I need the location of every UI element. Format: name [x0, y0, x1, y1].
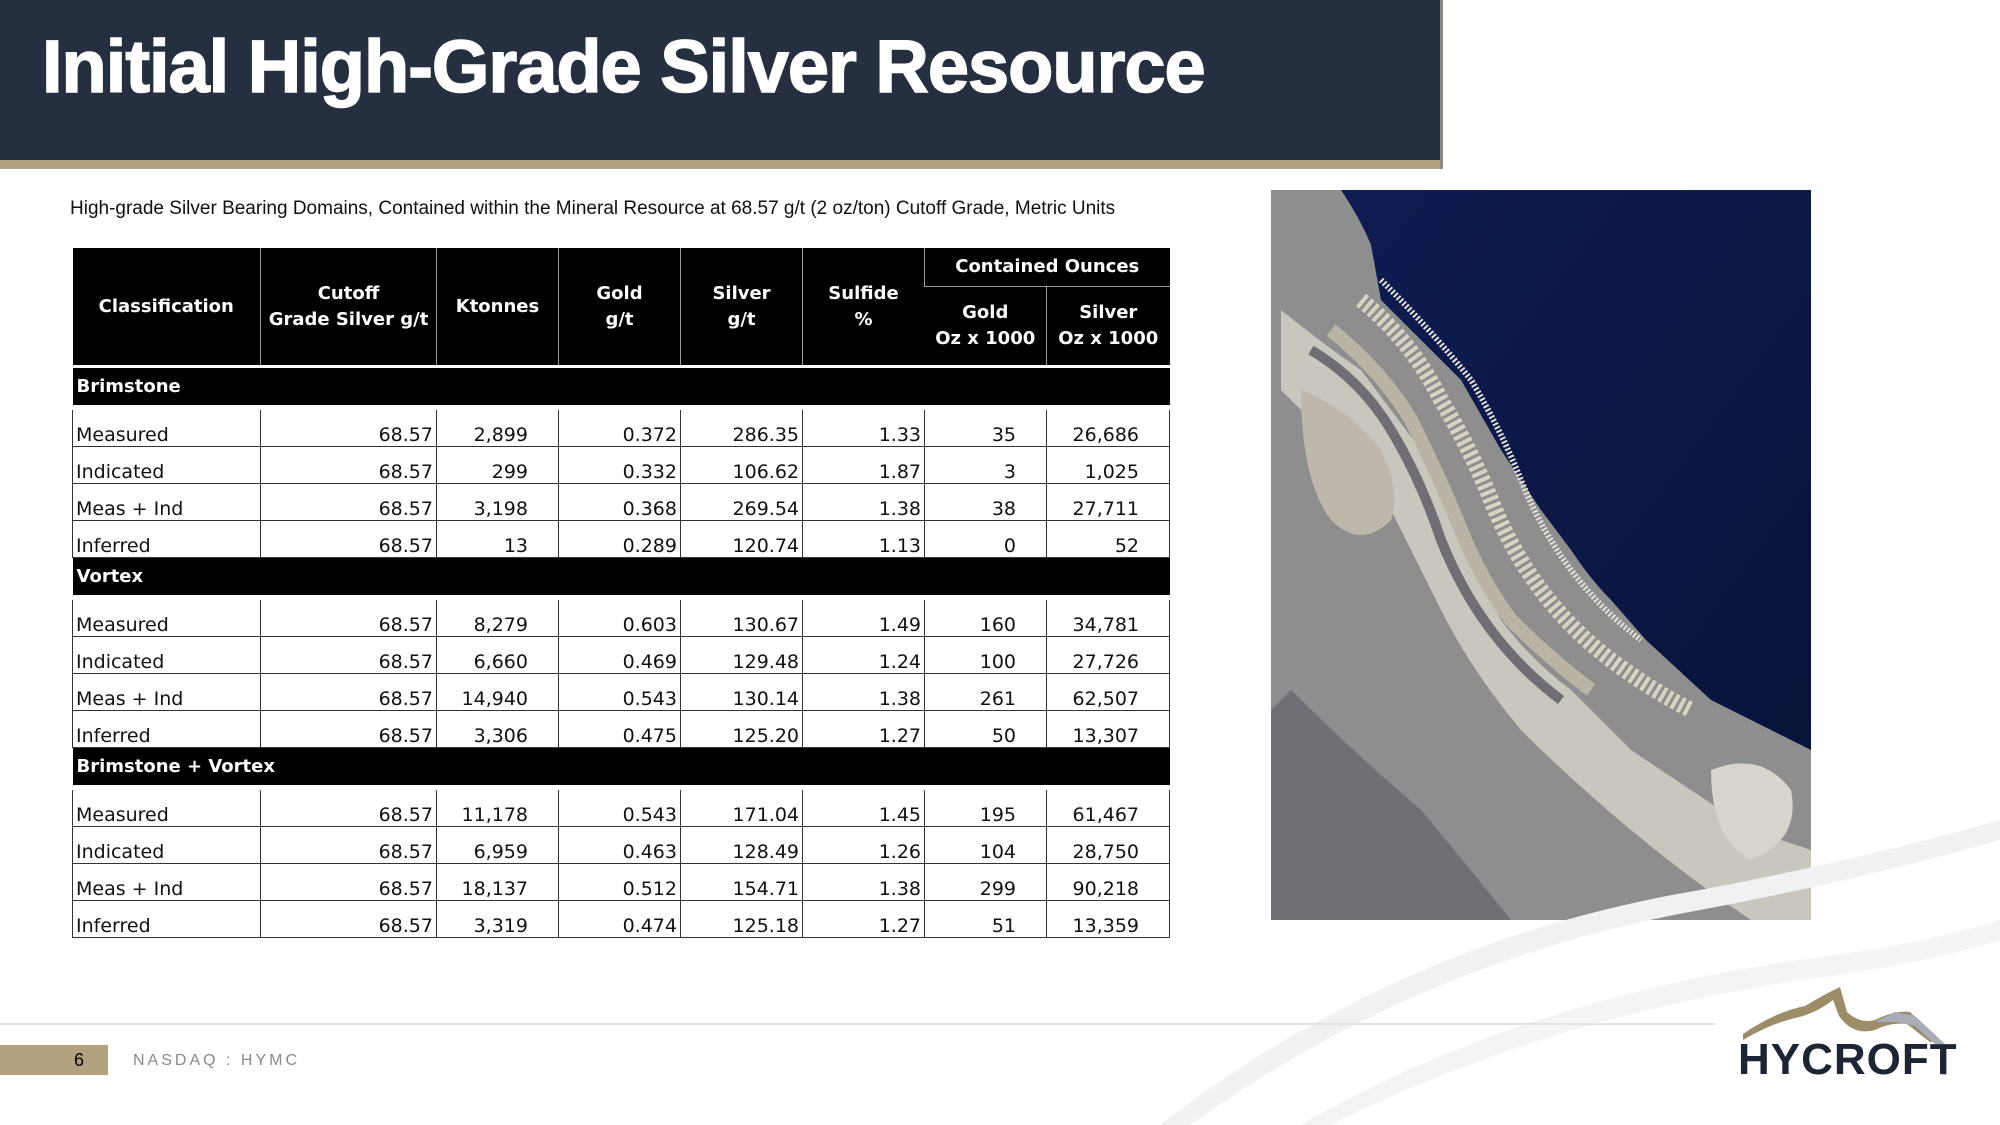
cell-ktonnes: 13 — [437, 521, 559, 558]
cell-sulfide: 1.26 — [803, 827, 925, 864]
cell-silver: 120.74 — [681, 521, 803, 558]
cell-ktonnes: 8,279 — [437, 600, 559, 637]
cell-sulfide: 1.38 — [803, 674, 925, 711]
title-edge — [1440, 0, 1443, 169]
cell-ktonnes: 18,137 — [437, 864, 559, 901]
cell-c-gold: 299 — [925, 864, 1047, 901]
cell-ktonnes: 3,319 — [437, 901, 559, 938]
cell-gold: 0.543 — [559, 790, 681, 827]
title-underline — [0, 160, 1440, 169]
cell-cutoff: 68.57 — [261, 790, 437, 827]
cell-ktonnes: 3,198 — [437, 484, 559, 521]
cell-sulfide: 1.45 — [803, 790, 925, 827]
cell-silver: 125.18 — [681, 901, 803, 938]
header-cutoff — [261, 248, 437, 365]
header-contained-gold-line1: Gold — [962, 302, 1009, 323]
header-contained-silver-line1: Silver — [1079, 302, 1138, 323]
cell-silver: 171.04 — [681, 790, 803, 827]
cell-class: Inferred — [73, 521, 261, 558]
cell-cutoff: 68.57 — [261, 447, 437, 484]
hycroft-logo-text: HYCROFT — [1738, 1035, 1958, 1084]
cell-ktonnes: 6,660 — [437, 637, 559, 674]
header-contained-silver — [1047, 287, 1170, 366]
cell-class: Indicated — [73, 827, 261, 864]
cell-gold: 0.603 — [559, 600, 681, 637]
cell-silver: 125.20 — [681, 711, 803, 748]
cell-class: Meas + Ind — [73, 484, 261, 521]
cell-c-gold: 0 — [925, 521, 1047, 558]
group-header-row — [73, 748, 1170, 786]
table-row — [73, 637, 1170, 674]
header-contained-silver-line2: Oz x 1000 — [1058, 328, 1159, 349]
cell-gold: 0.289 — [559, 521, 681, 558]
cell-c-silver: 52 — [1047, 521, 1170, 558]
header-contained-gold-line2: Oz x 1000 — [935, 328, 1036, 349]
header-sulfide-line1: Sulfide — [828, 282, 899, 304]
table-row — [73, 600, 1170, 637]
cell-ktonnes: 11,178 — [437, 790, 559, 827]
table-caption: High-grade Silver Bearing Domains, Contained within the Mineral Resource at 68.57 g/t (2 oz/ton) Cutoff Grade, Metric Units — [70, 198, 1116, 219]
cell-ktonnes: 2,899 — [437, 410, 559, 447]
cell-sulfide: 1.38 — [803, 864, 925, 901]
cell-class: Measured — [73, 790, 261, 827]
resource-table-body — [73, 368, 1170, 938]
ticker-label: NASDAQ : HYMC — [133, 1052, 301, 1069]
table-row — [73, 447, 1170, 484]
cell-sulfide: 1.27 — [803, 901, 925, 938]
table-row — [73, 410, 1170, 447]
resource-table-container — [72, 248, 1170, 938]
cell-cutoff: 68.57 — [261, 711, 437, 748]
cell-silver: 269.54 — [681, 484, 803, 521]
cell-gold: 0.463 — [559, 827, 681, 864]
header-gold — [559, 248, 681, 365]
cell-silver: 128.49 — [681, 827, 803, 864]
cell-c-silver: 90,218 — [1047, 864, 1170, 901]
cell-sulfide: 1.24 — [803, 637, 925, 674]
cell-gold: 0.368 — [559, 484, 681, 521]
table-row — [73, 484, 1170, 521]
cell-cutoff: 68.57 — [261, 827, 437, 864]
table-row — [73, 521, 1170, 558]
header-ktonnes: Ktonnes — [437, 248, 559, 365]
cell-ktonnes: 3,306 — [437, 711, 559, 748]
group-name: Vortex — [73, 558, 1170, 596]
cell-cutoff: 68.57 — [261, 674, 437, 711]
cell-class: Indicated — [73, 447, 261, 484]
cell-class: Measured — [73, 600, 261, 637]
header-cutoff-line1: Cutoff — [317, 282, 380, 304]
cell-c-gold: 195 — [925, 790, 1047, 827]
cell-c-gold: 261 — [925, 674, 1047, 711]
table-row — [73, 674, 1170, 711]
cell-class: Indicated — [73, 637, 261, 674]
cell-class: Meas + Ind — [73, 864, 261, 901]
cell-gold: 0.543 — [559, 674, 681, 711]
header-contained-ounces: Contained Ounces — [925, 248, 1170, 287]
cell-sulfide: 1.38 — [803, 484, 925, 521]
cell-ktonnes: 6,959 — [437, 827, 559, 864]
cell-c-gold: 100 — [925, 637, 1047, 674]
cell-cutoff: 68.57 — [261, 410, 437, 447]
cell-ktonnes: 14,940 — [437, 674, 559, 711]
cell-c-silver: 13,359 — [1047, 901, 1170, 938]
cell-c-gold: 51 — [925, 901, 1047, 938]
cell-cutoff: 68.57 — [261, 600, 437, 637]
cell-silver: 129.48 — [681, 637, 803, 674]
cell-c-silver: 61,467 — [1047, 790, 1170, 827]
header-silver-line2: g/t — [727, 308, 756, 330]
cell-silver: 130.67 — [681, 600, 803, 637]
header-classification: Classification — [73, 248, 261, 365]
cell-cutoff: 68.57 — [261, 637, 437, 674]
cell-silver: 286.35 — [681, 410, 803, 447]
page-number: 6 — [0, 1045, 108, 1075]
cell-sulfide: 1.49 — [803, 600, 925, 637]
cell-gold: 0.332 — [559, 447, 681, 484]
cell-c-silver: 1,025 — [1047, 447, 1170, 484]
cell-c-silver: 62,507 — [1047, 674, 1170, 711]
cell-class: Inferred — [73, 901, 261, 938]
header-cutoff-line2: Grade Silver g/t — [268, 308, 429, 330]
cell-gold: 0.372 — [559, 410, 681, 447]
table-row — [73, 790, 1170, 827]
slide-title: Initial High-Grade Silver Resource — [42, 25, 1205, 108]
group-header-row — [73, 558, 1170, 596]
cell-gold: 0.512 — [559, 864, 681, 901]
cell-cutoff: 68.57 — [261, 521, 437, 558]
cell-c-silver: 27,726 — [1047, 637, 1170, 674]
cell-c-gold: 3 — [925, 447, 1047, 484]
cell-c-silver: 28,750 — [1047, 827, 1170, 864]
cell-ktonnes: 299 — [437, 447, 559, 484]
cell-c-gold: 104 — [925, 827, 1047, 864]
cell-c-silver: 34,781 — [1047, 600, 1170, 637]
table-row — [73, 864, 1170, 901]
header-gold-line1: Gold — [596, 282, 643, 304]
header-silver — [681, 248, 803, 365]
cell-c-gold: 160 — [925, 600, 1047, 637]
header-sulfide-line2: % — [854, 308, 873, 330]
cell-sulfide: 1.33 — [803, 410, 925, 447]
group-header-row — [73, 368, 1170, 405]
cell-c-gold: 50 — [925, 711, 1047, 748]
table-row — [73, 827, 1170, 864]
table-row — [73, 901, 1170, 938]
cell-silver: 154.71 — [681, 864, 803, 901]
cell-c-silver: 26,686 — [1047, 410, 1170, 447]
cell-c-silver: 27,711 — [1047, 484, 1170, 521]
cell-sulfide: 1.13 — [803, 521, 925, 558]
header-silver-line1: Silver — [712, 282, 771, 304]
cell-c-silver: 13,307 — [1047, 711, 1170, 748]
header-sulfide — [803, 248, 925, 365]
cell-silver: 106.62 — [681, 447, 803, 484]
cell-cutoff: 68.57 — [261, 864, 437, 901]
cell-sulfide: 1.87 — [803, 447, 925, 484]
header-gold-line2: g/t — [605, 308, 634, 330]
cell-c-gold: 35 — [925, 410, 1047, 447]
cell-gold: 0.474 — [559, 901, 681, 938]
group-name: Brimstone + Vortex — [73, 748, 1170, 786]
resource-table — [72, 248, 1170, 938]
cell-gold: 0.469 — [559, 637, 681, 674]
cell-silver: 130.14 — [681, 674, 803, 711]
table-row — [73, 711, 1170, 748]
group-name: Brimstone — [73, 368, 1170, 405]
cell-class: Measured — [73, 410, 261, 447]
cell-class: Inferred — [73, 711, 261, 748]
cell-cutoff: 68.57 — [261, 901, 437, 938]
cell-gold: 0.475 — [559, 711, 681, 748]
cell-c-gold: 38 — [925, 484, 1047, 521]
cell-sulfide: 1.27 — [803, 711, 925, 748]
header-contained-gold — [925, 287, 1047, 366]
footer-divider — [0, 1023, 1715, 1025]
cell-class: Meas + Ind — [73, 674, 261, 711]
cell-cutoff: 68.57 — [261, 484, 437, 521]
